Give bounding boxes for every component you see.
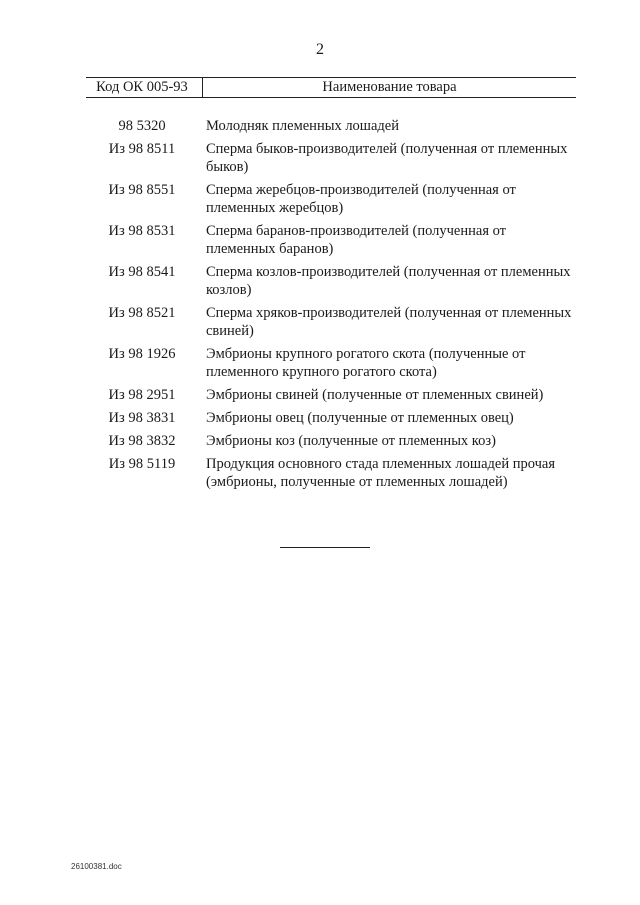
product-code: Из 98 5119 <box>108 456 176 472</box>
product-code: Из 98 2951 <box>108 387 176 403</box>
table-row <box>86 117 576 135</box>
product-code: Из 98 8541 <box>108 264 176 280</box>
product-code: Из 98 3831 <box>108 410 176 426</box>
product-name: Эмбрионы коз (полученные от племенных коз) <box>206 433 496 449</box>
code-column-header: Код ОК 005-93 <box>96 79 188 95</box>
table-row <box>86 304 576 340</box>
product-name: Молодняк племенных лошадей <box>206 118 399 134</box>
table-row <box>86 386 576 404</box>
table-row <box>86 345 576 381</box>
table-header <box>86 77 576 98</box>
product-code: Из 98 3832 <box>108 433 176 449</box>
product-code: Из 98 8531 <box>108 223 176 239</box>
product-name: Сперма хряков-производителей (полученная от племенных свиней) <box>206 305 572 339</box>
product-name: Сперма быков-производителей (полученная от племенных быков) <box>206 141 568 175</box>
product-name: Эмбрионы свиней (полученные от племенных свиней) <box>206 387 544 403</box>
product-name: Эмбрионы овец (полученные от племенных овец) <box>206 410 514 426</box>
table-row <box>86 432 576 450</box>
product-code: 98 5320 <box>118 118 166 134</box>
goods-table <box>86 77 576 496</box>
table-row <box>86 455 576 491</box>
table-row <box>86 140 576 176</box>
product-name: Сперма козлов-производителей (полученная от племенных козлов) <box>206 264 571 298</box>
page-number: 2 <box>316 41 324 58</box>
product-code: Из 98 8551 <box>108 182 176 198</box>
table-row <box>86 181 576 217</box>
name-column-header: Наименование товара <box>322 79 457 95</box>
end-of-list-rule <box>280 547 370 548</box>
product-code: Из 98 8511 <box>108 141 176 157</box>
footer-filename: 26100381.doc <box>71 862 122 871</box>
table-row <box>86 409 576 427</box>
table-body <box>86 117 576 491</box>
product-code: Из 98 8521 <box>108 305 176 321</box>
product-name: Сперма баранов-производителей (полученная от племенных баранов) <box>206 223 507 257</box>
table-row <box>86 222 576 258</box>
product-name: Продукция основного стада племенных лошадей прочая (эмбрионы, полученные от племенных лошадей) <box>206 456 555 490</box>
product-code: Из 98 1926 <box>108 346 176 362</box>
table-row <box>86 263 576 299</box>
product-name: Сперма жеребцов-производителей (полученная от племенных жеребцов) <box>206 182 516 216</box>
product-name: Эмбрионы крупного рогатого скота (полученные от племенного крупного рогатого скота) <box>206 346 526 380</box>
